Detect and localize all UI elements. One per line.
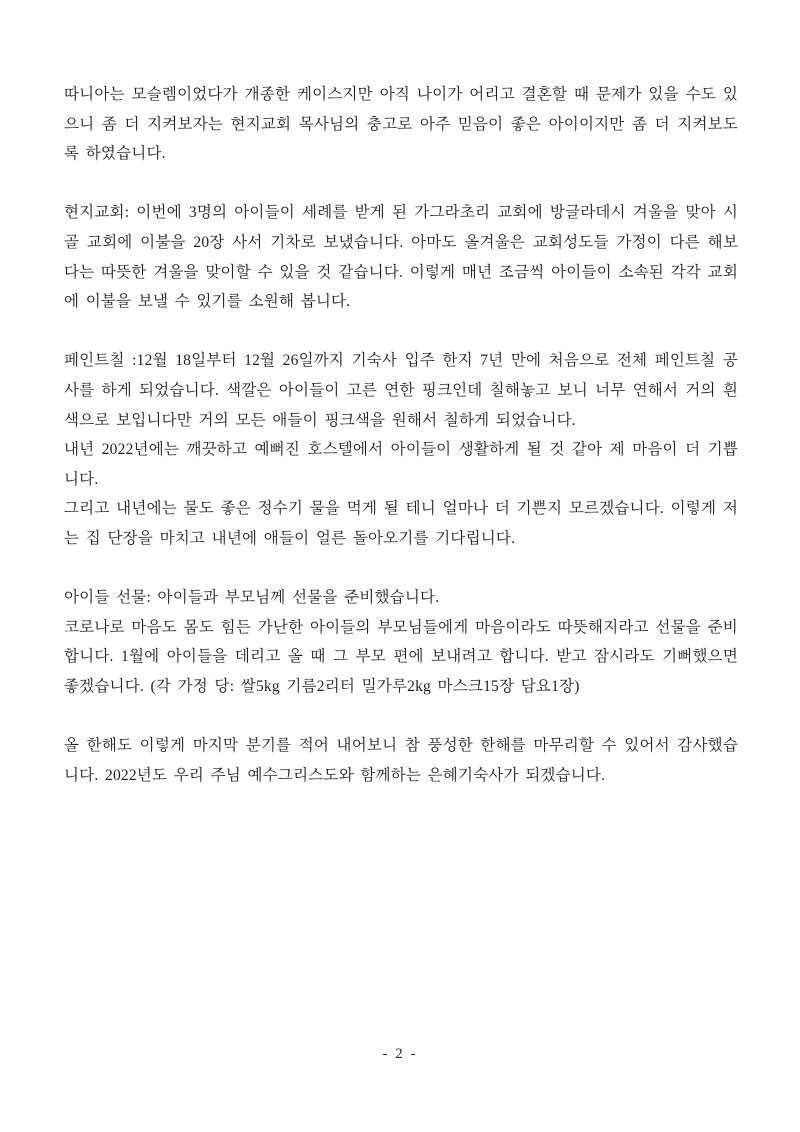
paragraph-tania: 따니아는 모슬렘이었다가 개종한 케이스지만 아직 나이가 어리고 결혼할 때 문제가 있을 수도 있으니 좀 더 지켜보자는 현지교회 목사님의 충고로 아주 믿음이 좋은 아이이지만 좀 더 지켜보도록 하였습니다. [64,86,738,163]
paragraph-next-year-hostel: 내년 2022년에는 깨끗하고 예뻐진 호스텔에서 아이들이 생활하게 될 것 같아 제 마음이 더 기쁩니다. [64,441,738,488]
paragraph-gifts-detail: 코로나로 마음도 몸도 힘든 가난한 아이들의 부모님들에게 마음이라도 따뜻해지라고 선물을 준비합니다. 1월에 아이들을 데리고 올 때 그 부모 편에 보내려고 합니다. 받고 잠시라도 기뻐했으면 좋겠습니다. (각 가정 당: 쌀5kg 기름2리터 밀가루2kg 마스크15장 담요1장) [64,618,738,695]
paragraph-painting: 페인트칠 :12월 18일부터 12월 26일까지 기숙사 입주 한지 7년 만에 처음으로 전체 페인트칠 공사를 하게 되었습니다. 색깔은 아이들이 고른 연한 핑크인데 칠해놓고 보니 너무 연해서 거의 흰색으로 보입니다만 거의 모든 애들이 핑크색을 원해서 칠하게 되었습니다. [64,352,738,429]
paragraph-water-purifier: 그리고 내년에는 물도 좋은 정수기 물을 먹게 될 테니 얼마나 더 기쁜지 모르겠습니다. 이렇게 저는 집 단장을 마치고 내년에 애들이 얼른 돌아오기를 기다립니다. [64,500,738,547]
paragraph-closing: 올 한해도 이렇게 마지막 분기를 적어 내어보니 참 풍성한 한해를 마무리할 수 있어서 감사했습니다. 2022년도 우리 주님 예수그리스도와 함께하는 은혜기숙사가 되겠습니다. [64,737,738,784]
paragraph-gifts-heading: 아이들 선물: 아이들과 부모님께 선물을 준비했습니다. [64,589,440,607]
paragraph-local-church: 현지교회: 이번에 3명의 아이들이 세례를 받게 된 가그라초리 교회에 방글라데시 겨울을 맞아 시골 교회에 이불을 20장 사서 기차로 보냈습니다. 아마도 올겨울은 교회성도들 가정이 다른 해보다는 따뜻한 겨울을 맞이할 수 있을 것 같습니다. 이렇게 매년 조금씩 아이들이 소속된 각각 교회에 이불을 보낼 수 있기를 소원해 봅니다. [64,204,738,311]
document-body [64,80,738,790]
page-number: - 2 - [382,1046,418,1062]
